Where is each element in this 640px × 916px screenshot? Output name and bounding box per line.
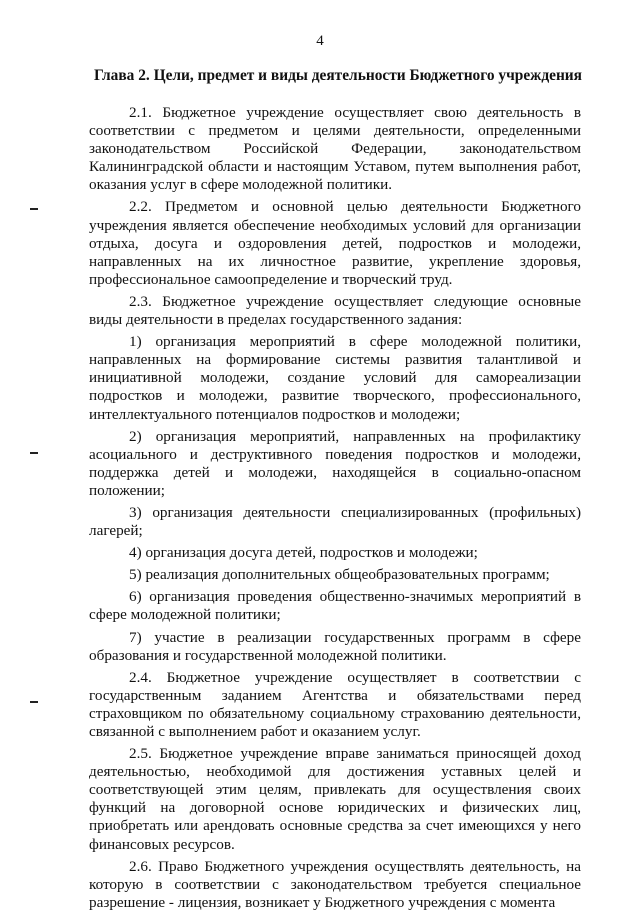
list-item-4: 4) организация досуга детей, подростков и молодежи;: [129, 544, 478, 562]
paragraph-2-1: 2.1. Бюджетное учреждение осуществляет свою деятельность в соответствии с предметом и целями деятельности, определенными законодательством Российской Федерации, законодательством Калининградской области и настоящим Уставом, путем выполнения работ, оказания услуг в сфере молодежной политики.: [89, 104, 581, 194]
chapter-heading: Глава 2. Цели, предмет и виды деятельности Бюджетного учреждения: [93, 67, 583, 84]
paragraph-2-6: 2.6. Право Бюджетного учреждения осуществлять деятельность, на которую в соответствии с законодательством требуется специальное разрешение - лицензия, возникает у Бюджетного учреждения с момента: [89, 857, 581, 911]
list-item-2: 2) организация мероприятий, направленных на профилактику асоциального и деструктивного поведения подростков и молодежи, поддержка детей и молодежи, находящейся в социально-опасном положении;: [89, 427, 581, 499]
margin-mark: [30, 701, 38, 703]
paragraph-2-4: 2.4. Бюджетное учреждение осуществляет в соответствии с государственным заданием Агентства и обязательствами перед страховщиком по обязательному социальному страхованию деятельности, связанной с выполнением работ и оказанием услуг.: [89, 668, 581, 740]
document-body: [89, 104, 581, 916]
paragraph-2-5: 2.5. Бюджетное учреждение вправе заниматься приносящей доход деятельностью, необходимой для достижения уставных целей и соответствующей этим целям, привлекать для осуществления своих функций на договорной основе юридических и физических лиц, приобретать или арендовать основные средства за счет имеющихся у него финансовых ресурсов.: [89, 745, 581, 853]
list-item-5: 5) реализация дополнительных общеобразовательных программ;: [129, 566, 550, 584]
list-item-1: 1) организация мероприятий в сфере молодежной политики, направленных на формирование системы развития талантливой и инициативной молодежи, создание условий для самореализации подростков и молодежи, развитие творческого, профессионального, интеллектуального потенциалов подростков и молодежи;: [89, 333, 581, 423]
page-number: 4: [316, 33, 324, 49]
paragraph-2-3: 2.3. Бюджетное учреждение осуществляет следующие основные виды деятельности в пределах государственного задания:: [89, 292, 581, 329]
list-item-7: 7) участие в реализации государственных программ в сфере образования и государственной молодежной политики.: [89, 628, 581, 664]
list-item-3: 3) организация деятельности специализированных (профильных) лагерей;: [89, 503, 581, 540]
margin-mark: [30, 452, 38, 454]
margin-mark: [30, 208, 38, 210]
list-item-6: 6) организация проведения общественно-значимых мероприятий в сфере молодежной политики;: [89, 588, 581, 624]
paragraph-2-2: 2.2. Предметом и основной целью деятельности Бюджетного учреждения является обеспечение необходимых условий для организации отдыха, досуга и оздоровления детей, подростков и молодежи, направленных на их личностное развитие, укрепление здоровья, профессиональное самоопределение и творческий труд.: [89, 198, 581, 288]
